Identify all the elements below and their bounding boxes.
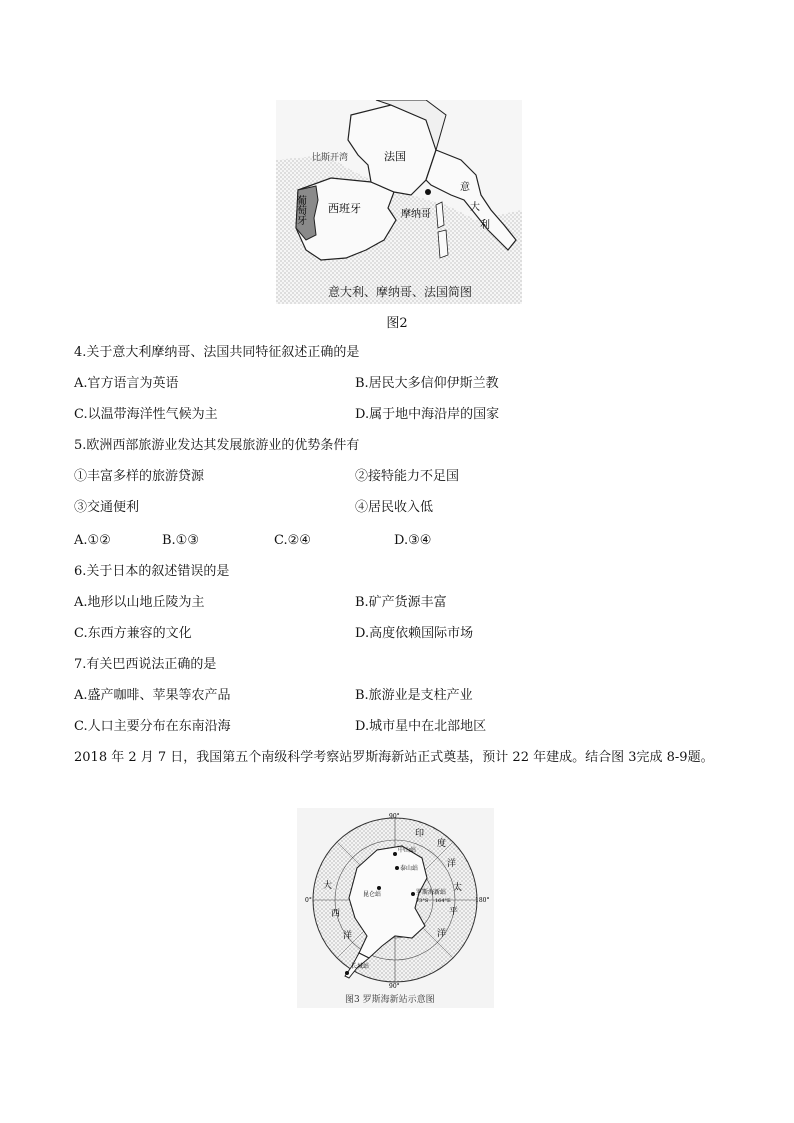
map-italy-monaco-france [276, 100, 522, 304]
label-luosihai: 罗斯海新站 [416, 889, 447, 896]
question-7-option-b: B.旅游业是支柱产业 [355, 688, 473, 703]
label-ocean-du: 度 [437, 839, 447, 849]
question-6-stem: 6.关于日本的叙述错误的是 [74, 564, 230, 579]
question-4-stem: 4.关于意大利摩纳哥、法国共同特征叙述正确的是 [74, 345, 360, 360]
question-5-stem: 5.欧洲西部旅游业发达其发展旅游业的优势条件有 [74, 438, 360, 453]
label-france: 法国 [384, 150, 406, 163]
question-5-item-2: ②接特能力不足国 [355, 469, 460, 484]
figure-3-map [297, 808, 494, 1008]
question-7-option-c: C.人口主要分布在东南沿海 [74, 719, 231, 734]
changcheng-marker [345, 971, 349, 975]
label-ocean-ping: 平 [449, 907, 459, 917]
label-0-deg: 0° [305, 897, 312, 904]
question-6-option-a: A.地形以山地丘陵为主 [74, 595, 205, 610]
label-kunlun: 昆仑站 [363, 891, 382, 898]
label-taishan: 泰山站 [400, 865, 419, 872]
label-180-deg: 180° [475, 897, 490, 904]
label-changcheng: 长城站 [351, 963, 370, 970]
luosihai-marker [411, 892, 415, 896]
monaco-marker [425, 189, 431, 195]
label-ocean-yin: 印 [415, 829, 425, 839]
taishan-marker [395, 866, 399, 870]
question-7-option-d: D.城市星中在北部地区 [355, 719, 487, 734]
question-5-option-d: D.③④ [394, 533, 432, 548]
question-5-item-3: ③交通便利 [74, 500, 140, 515]
question-5-item-1: ①丰富多样的旅游贷源 [74, 469, 205, 484]
label-portugal: 葡萄牙 [294, 195, 306, 225]
question-5-option-b: B.①③ [162, 533, 199, 548]
question-5-option-a: A.①② [74, 533, 111, 548]
label-ocean-yang3: 洋 [437, 929, 447, 939]
label-ocean-da: 大 [323, 881, 333, 891]
label-lat: 73°S [416, 898, 429, 904]
label-ocean-tai: 太 [453, 883, 463, 893]
figure-2-inner-caption: 意大利、摩纳哥、法国简图 [328, 285, 473, 299]
label-spain: 西班牙 [328, 202, 361, 215]
question-7-option-a: A.盛产咖啡、苹果等农产品 [74, 688, 231, 703]
label-ocean-yang: 洋 [447, 859, 457, 869]
question-5-option-c: C.②④ [274, 533, 311, 548]
question-7-stem: 7.有关巴西说法正确的是 [74, 657, 217, 672]
figure-2-map [276, 100, 522, 304]
label-italy-1: 意 [460, 182, 470, 193]
label-90-top: 90° [389, 813, 400, 820]
question-4-option-a: A.官方语言为英语 [74, 376, 179, 391]
question-6-option-c: C.东西方兼容的文化 [74, 626, 192, 641]
question-5-item-4: ④居民收入低 [355, 500, 434, 515]
kunlun-marker [377, 886, 381, 890]
zhongshan-marker [393, 852, 397, 856]
question-6-option-d: D.高度依赖国际市场 [355, 626, 474, 641]
map-antarctica [297, 808, 494, 1008]
figure-3-caption: 图3 罗斯海新站示意图 [345, 995, 435, 1005]
label-ocean-xi: 西 [331, 909, 341, 919]
question-8-9-intro: 2018 年 2 月 7 日，我国第五个南级科学考察站罗斯海新站正式奠基，预计 22 年建成。结合图 3完成 8-9题。 [74, 750, 714, 765]
label-90-bottom: 90° [389, 983, 400, 990]
question-6-option-b: B.矿产货源丰富 [355, 595, 447, 610]
question-4-option-d: D.属于地中海沿岸的国家 [355, 407, 500, 422]
figure-2-caption: 图2 [386, 316, 408, 331]
label-zhongshan: 中山站 [398, 847, 417, 854]
label-lon: 164°E [435, 898, 451, 904]
label-monaco: 摩纳哥 [401, 209, 431, 220]
question-4-option-b: B.居民大多信仰伊斯兰教 [355, 376, 499, 391]
label-italy-2: 大 [470, 202, 480, 213]
label-italy-3: 利 [480, 220, 490, 231]
label-ocean-yang2: 洋 [343, 931, 353, 941]
label-bay: 比斯开湾 [312, 153, 349, 163]
question-4-option-c: C.以温带海洋性气候为主 [74, 407, 218, 422]
